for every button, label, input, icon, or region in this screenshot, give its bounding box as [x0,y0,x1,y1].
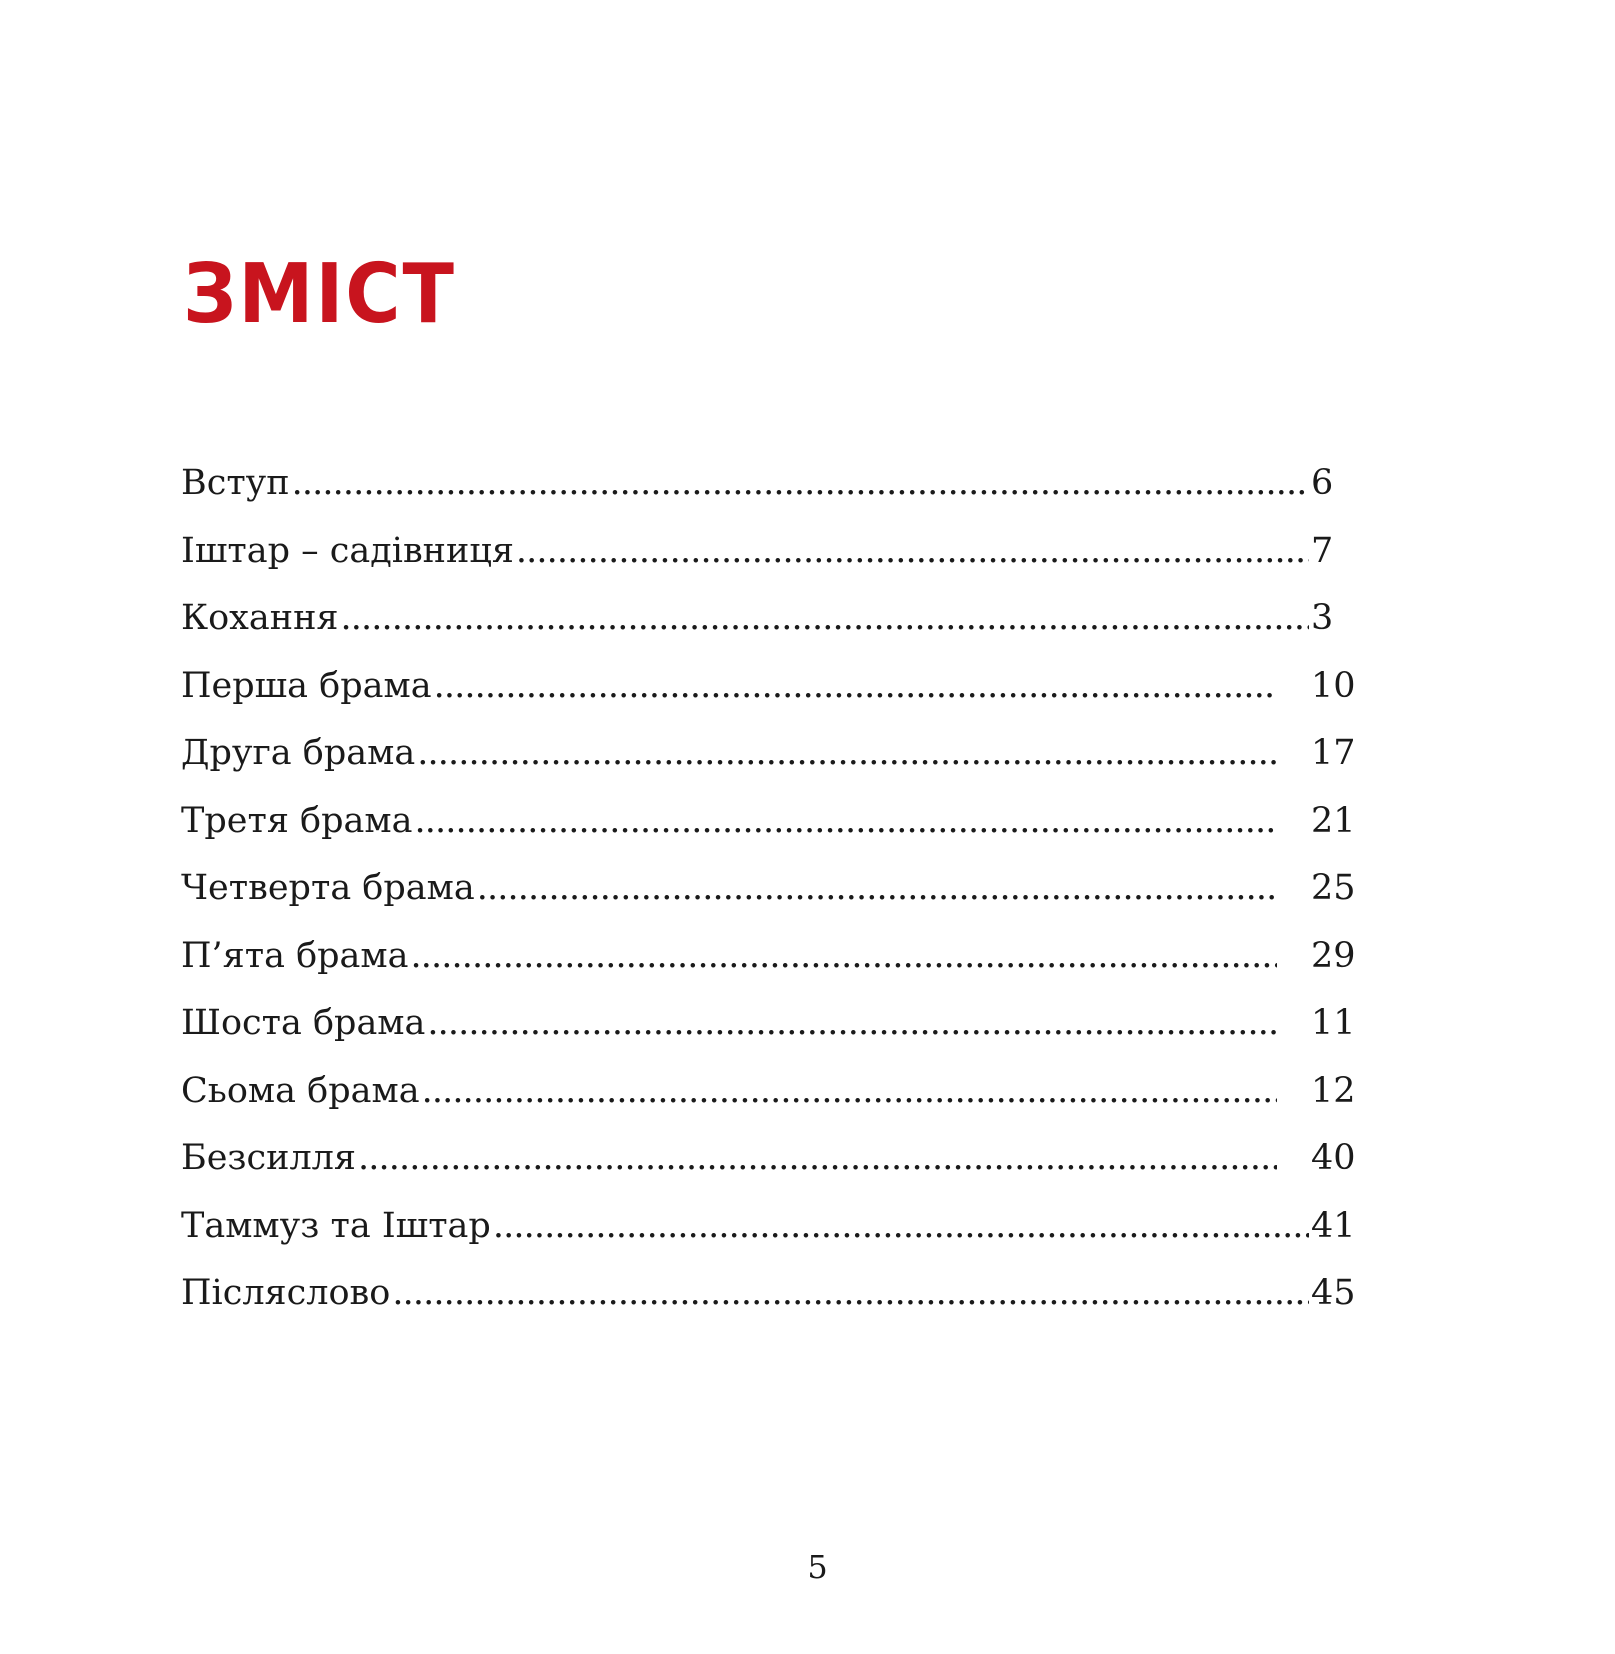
toc-entry-label: Друга брама [181,733,416,773]
table-of-contents [181,458,1371,1336]
toc-entry[interactable] [181,796,1371,864]
toc-entry-label: Четверта брама [181,868,475,908]
toc-dot-leader [414,796,1277,846]
toc-entry[interactable] [181,1133,1371,1201]
toc-entry-label: Післяслово [181,1273,391,1313]
toc-entry-page: 12 [1311,1070,1356,1111]
toc-dot-leader [422,1066,1277,1116]
toc-entry-page: 17 [1311,733,1356,773]
toc-entry-label: Сьома брама [181,1070,420,1111]
toc-entry[interactable] [181,998,1371,1066]
page-number: 5 [807,1548,828,1586]
page-title: ЗМІСТ [183,247,456,342]
toc-entry-label: Іштар – садівниця [181,530,514,571]
toc-dot-leader [411,931,1277,981]
toc-dot-leader [358,1133,1277,1183]
toc-entry-page: 3 [1311,598,1334,638]
toc-dot-leader [434,661,1277,711]
toc-entry-label: Перша брама [181,665,432,706]
toc-entry[interactable] [181,728,1371,796]
toc-entry[interactable] [181,863,1371,931]
toc-entry[interactable] [181,526,1371,594]
toc-entry-label: Шоста брама [181,1003,426,1043]
toc-entry-label: Таммуз та Іштар [181,1205,491,1246]
toc-entry[interactable] [181,1066,1371,1134]
toc-entry[interactable] [181,661,1371,729]
toc-entry-page: 6 [1311,463,1334,503]
toc-entry-page: 21 [1311,800,1356,841]
toc-entry-page: 45 [1311,1273,1356,1313]
toc-entry[interactable] [181,1268,1371,1336]
toc-dot-leader [493,1201,1309,1251]
toc-entry-label: П’ята брама [181,935,409,976]
toc-dot-leader [516,526,1309,576]
toc-entry-page: 29 [1311,935,1356,976]
toc-entry-label: Третя брама [181,800,413,841]
toc-dot-leader [392,1268,1309,1318]
toc-entry-label: Кохання [181,598,339,638]
toc-dot-leader [427,998,1277,1048]
toc-dot-leader [417,728,1277,778]
toc-entry-page: 40 [1311,1138,1356,1178]
toc-dot-leader [341,593,1310,643]
toc-entry-page: 41 [1311,1205,1356,1246]
toc-entry[interactable] [181,931,1371,999]
toc-dot-leader [292,458,1309,508]
toc-entry-page: 10 [1311,665,1356,706]
toc-entry[interactable] [181,593,1371,661]
toc-dot-leader [477,863,1277,913]
toc-entry-page: 25 [1311,868,1356,908]
toc-entry-page: 7 [1311,530,1334,571]
toc-entry-label: Вступ [181,463,290,503]
toc-entry-page: 11 [1311,1003,1356,1043]
toc-entry[interactable] [181,458,1371,526]
toc-entry[interactable] [181,1201,1371,1269]
toc-entry-label: Безсилля [181,1138,356,1178]
